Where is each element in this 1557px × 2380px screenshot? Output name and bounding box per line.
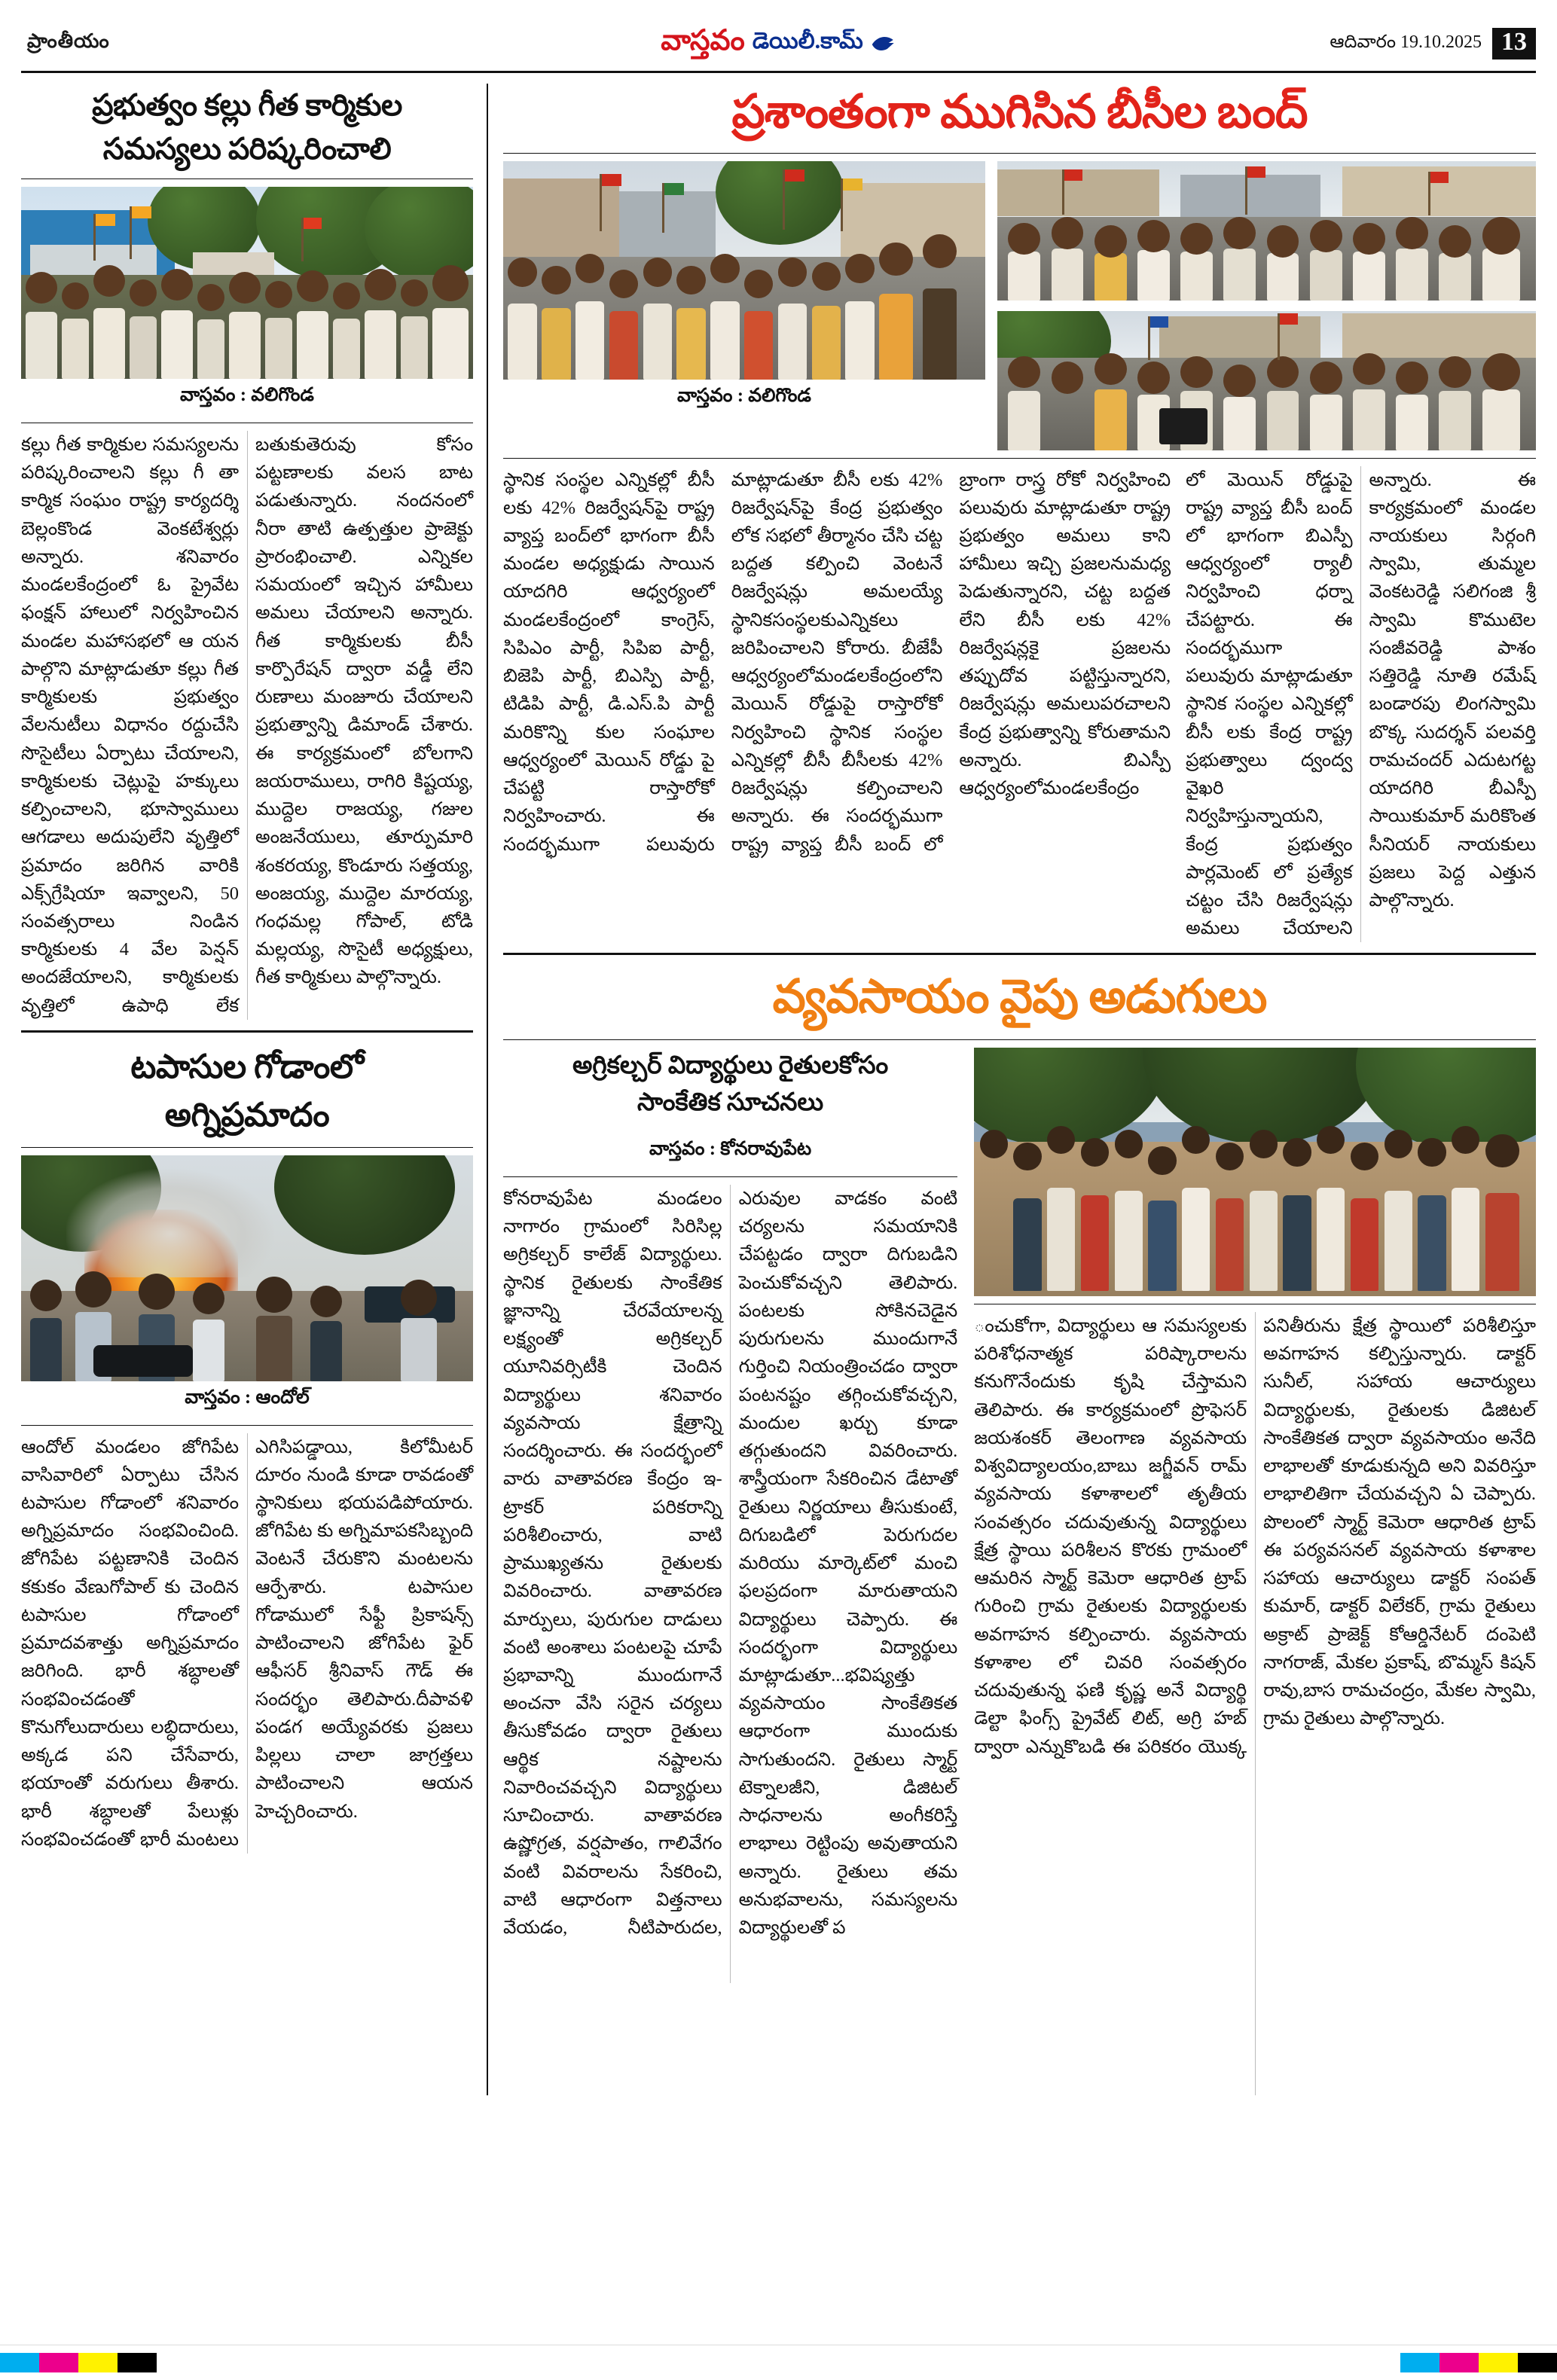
- color-swatch: [1479, 2353, 1518, 2372]
- story-3-headline: వ్యవసాయం వైపు అడుగులు: [772, 972, 1267, 1024]
- color-swatch: [1518, 2353, 1557, 2372]
- edition-label: ప్రాంతీయం: [27, 30, 110, 52]
- story-4: [21, 1043, 473, 1854]
- color-swatch: [39, 2353, 78, 2372]
- story-2-headline: ప్రశాంతంగా ముగిసిన బీసీల బంద్: [731, 87, 1308, 138]
- masthead-right: [1330, 28, 1536, 60]
- story-3-subhead-wrap: [503, 1048, 957, 1983]
- bird-icon: [871, 34, 896, 53]
- story-4-headline-line-2: అగ్నిప్రమాదం: [164, 1096, 330, 1134]
- masthead-title-main: వాస్తవం: [661, 24, 745, 56]
- story-3-body-col-1: కోనరావుపేట మండలం నాగారం గ్రామంలో సిరిసిల్ల అగ్రికల్చర్ కాలేజ్ విద్యార్థులు. స్థానిక రైతులకు సాంకేతిక జ్ఞానాన్ని చేరవేయాలన్న లక్ష్యంతో అగ్రికల్చర్ యూనివర్సిటీకి చెందిన విద్యార్థులు శనివారం వ్యవసాయ క్షేత్రాన్ని సందర్శించారు. ఈ సందర్భంలో వారు వాతావరణ కేంద్రం ఇ-ట్రాకర్ పరికరాన్ని పరిశీలించారు, వాటి ప్రాముఖ్యతను రైతులకు వివరించారు. వాతావరణ మార్పులు, పురుగుల దాడులు వంటి అంశాలు పంటలపై చూపే ప్రభావాన్ని ముందుగానే అంచనా వేసి సరైన చర్యలు తీసుకోవడం ద్వారా రైతులు ఆర్థిక నష్టాలను నివారించవచ్చని విద్యార్థులు సూచించారు. వాతావరణ ఉష్ణోగ్రత, వర్షపాతం, గాలివేగం వంటి వివరాలను సేకరించి, వాటి ఆధారంగా విత్తనాలు వేయడం, నీటిపారుదల, ఎరువుల వాడకం వంటి చర్యలను సమయానికి చేపట్టడం ద్వారా దిగుబడిని పెంచుకోవచ్చని తెలిపారు. పంటలకు సోకినచెడైన పురుగులను ముందుగానే గుర్తించి నియంత్రించడం ద్వారా పంటనష్టం తగ్గించుకోవచ్చని, మందుల ఖర్చు కూడా తగ్గుతుందని వివరించారు. శాస్త్రీయంగా సేకరించిన డేటాతో రైతులు నిర్ణయాలు తీసుకుంటే, దిగుబడిలో పెరుగుదల మరియు మార్కెట్‌లో మంచి ఫలప్రదంగా మారుతాయని విద్యార్థులు చెప్పారు. ఈ సందర్భంగా విద్యార్థులు మాట్లాడుతూ...భవిష్యత్తు వ్యవసాయం సాంకేతికత ఆధారంగా ముందుకు సాగుతుందని. రైతులు స్మార్ట్ టెక్నాలజీని, డిజిటల్ సాధనాలను అంగీకరిస్తే లాభాలు రెట్టింపు అవుతాయని అన్నారు. రైతులు తమ అనుభవాలను, సమస్యలను విద్యార్థులతో ప: [503, 1188, 958, 1939]
- story-1-headline-line-1: ప్రభుత్వం కల్లు గీత కార్మికుల: [92, 88, 402, 122]
- right-column: [488, 84, 1536, 2095]
- story-1-headline-line-2: సమస్యలు పరిష్కరించాలి: [102, 132, 392, 166]
- story-4-photo: [21, 1155, 473, 1381]
- story-2-body-block: [503, 466, 1536, 943]
- story-3-subhead-line-2: సాంకేతిక సూచనలు: [637, 1089, 824, 1117]
- story-3: [503, 969, 1536, 2095]
- story-2-photo-left: [503, 161, 985, 380]
- story-1-body: కల్లు గీత కార్మికుల సమస్యలను పరిష్కరించాలని కల్లు గీ తా కార్మిక సంఘం రాష్ట్ర కార్యదర్శి బెల్లంకొండ వెంకటేశ్వర్లు అన్నారు. శనివారం మండలకేంద్రంలో ఓ ప్రైవేట ఫంక్షన్ హాలులో నిర్వహించిన మండల మహాసభలో ఆ యన పాల్గొని మాట్లాడుతూ కల్లు గీత కార్మికులకు ప్రభుత్వం వేలనుటీలు విధానం రద్దుచేసి సొసైటీలు ఏర్పాటు చేయాలని, కార్మికులకు చెట్లుపై హక్కులు కల్పించాలని, భూస్వాములు ఆగడాలు అదుపులేని వృత్తిలో ప్రమాదం జరిగిన వారికి ఎక్స్‌గ్రేషియా ఇవ్వాలని, 50 సంవత్సరాలు నిండిన కార్మికులకు 4 వేల పెన్షన్ అందజేయాలని, కార్మికులకు వృత్తిలో ఉపాధి లేక బతుకుతెరువు కోసం పట్టణాలకు వలస బాట పడుతున్నారు. నందనంలో నీరా తాటి ఉత్పత్తుల ప్రాజెక్టు ప్రారంభించాలి. ఎన్నికల సమయంలో ఇచ్చిన హామీలు అమలు చేయాలని అన్నారు. గీత కార్మికులకు బీసీ కార్పొరేషన్ ద్వారా వడ్డీ లేని రుణాలు మంజూరు చేయాలని ప్రభుత్వాన్ని డిమాండ్ చేశారు. ఈ కార్యక్రమంలో బోలగాని జయరాములు, రాగిరి కిష్టయ్య, ముద్దెల రాజయ్య, గజుల అంజనేయులు, తూర్పుమారి శంకరయ్య, కొండూరు సత్తయ్య, అంజయ్య, ముద్దెల మారయ్య, గంధమల్ల గోపాల్, టోడి మల్లయ్య, సొసైటీ అధ్యక్షులు, గీత కార్మికులు పాల్గొన్నారు.: [21, 435, 473, 1016]
- color-swatch: [78, 2353, 118, 2372]
- masthead-title-sub: డెయిలీ.కామ్: [752, 28, 863, 53]
- publication-date: ఆదివారం 19.10.2025: [1330, 32, 1482, 52]
- story-2-photos: [503, 161, 1536, 450]
- story-3-body-col-2: ంచుకోగా, విద్యార్థులు ఆ సమస్యలకు పరిశోధనాత్మక పరిష్కారాలను కనుగొనేందుకు కృషి చేస్తామని తెలిపారు. ఈ కార్యక్రమంలో ప్రొఫెసర్ జయశంకర్ తెలంగాణ వ్యవసాయ విశ్వవిద్యాలయం,బాబు జగ్జీవన్ రామ్ వ్యవసాయ కళాశాలలో తృతీయ సంవత్సరం చదువుతున్న విద్యార్థులు క్షేత్ర స్థాయి పరిశీలన కొరకు గ్రామంలో ఆమరిన స్మార్ట్ కెమెరా ఆధారిత ట్రాప్ గురించి గ్రామ రైతులకు విద్యార్థులకు అవగాహన కల్పించారు. వ్యవసాయ కళాశాల లో చివరి సంవత్సరం చదువుతున్న ఫణి కృష్ణ అనే విద్యార్థి డెల్టా ఫింగ్స్ ప్రైవేట్ లిట్, అగ్రి హబ్ ద్వారా ఎన్నుకొబడి ఈ పరికరం యొక్క పనితీరును క్షేత్ర స్థాయిలో పరిశీలిస్తూ అవగాహన కల్పిస్తున్నారు. డాక్టర్ సునీల్, సహాయ ఆచార్యులు విద్యార్థులకు, రైతులకు డిజిటల్ సాంకేతికత ద్వారా వ్యవసాయం అనేది లాభాలతో కూడుకున్నది అని వివరిస్తూ లాభాలితిగా చేయవచ్చని ఏ చెప్పారు. పొలంలో స్మార్ట్ కెమెరా ఆధారిత ట్రాప్ ఈ పర్యవసనల్ వ్యవసాయ కళాశాల సహాయ ఆచార్యులు డాక్టర్ సంపత్ కుమార్, డాక్టర్ విలేకర్, గ్రామ రైతులు అక్రాట్ ప్రాజెక్ట్ కోఆర్డినేటర్ దంపెటి నాగరాజ్, మేకల ప్రకాష్, బొమ్మస్ కిషన్ రావు,బాస రామచంద్రం, మేకల స్వామి, గ్రామ రైతులు పాల్గొన్నారు.: [974, 1315, 1536, 1757]
- story-1: [21, 84, 473, 1020]
- story-1-caption: వాస్తవం : వలిగొండ: [180, 385, 314, 405]
- story-2-body-right: లో మెయిన్ రోడ్డుపై రాష్ట్ర వ్యాప్త బీసీ బంద్ లో భాగంగా బిఎస్పీ ఆధ్వర్యంలో ర్యాలీ నిర్వహించి ధర్నా చేపట్టారు. ఈ సందర్భముగా పలువురు మాట్లాడుతూ స్థానిక సంస్థల ఎన్నికల్లో బీసీ లకు కేంద్ర రాష్ట్ర ప్రభుత్వాలు ద్వంద్వ వైఖరి నిర్వహిస్తున్నాయని, కేంద్ర ప్రభుత్వం పార్లమెంట్ లో ప్రత్యేక చట్టం చేసి రిజర్వేషన్లు అమలు చేయాలని అన్నారు. ఈ కార్యక్రమంలో మండల నాయకులు సిర్గంగి స్వామి, తుమ్మల వెంకటరెడ్డి సలిగంజి శ్రీ స్వామి కొముటెల సంజీవరెడ్డి పాశం సత్తిరెడ్డి నూతి రమేష్ బండారపు లింగస్వామి బొక్క సుదర్శన్ పలవర్తి రామచందర్ ఎదుటగట్ట యాదగిరి బీఎస్పీ సాయికుమార్ మరికొంత సీనియర్ నాయకులు ప్రజలు పెద్ద ఎత్తున పాల్గొన్నారు.: [1186, 469, 1536, 939]
- story-2-photo-bottom-right: [997, 311, 1536, 450]
- story-3-photo: [974, 1048, 1536, 1296]
- story-4-body: ఆందోల్ మండలం జోగిపేట వాసివారిలో ఏర్పాటు చేసిన టపాసుల గోడాంలో శనివారం అగ్నిప్రమాదం సంభవించింది. జోగిపేట పట్టణానికి చెందిన కకుకం వేణుగోపాల్ కు చెందిన టపాసుల గోడాంలో ప్రమాదవశాత్తు అగ్నిప్రమాదం జరిగింది. భారీ శబ్ధాలతో సంభవించడంతో కొనుగోలుదారులు లబ్ధిదారులు, అక్కడ పని చేసేవారు, భయాంతో వరుగులు తీశారు. భారీ శబ్ధాలతో పేలుళ్లు సంభవించడంతో భారీ మంటలు ఎగిసిపడ్డాయి, కిలోమీటర్ దూరం నుండి కూడా రావడంతో స్థానికులు భయపడిపోయారు. జోగిపేట కు అగ్నిమాపకసిబ్బంది వెంటనే చేరుకొని మంటలను ఆర్పేశారు. టపాసుల గోడాములో సేఫ్టీ ప్రికాషన్స్ పాటించాలని జోగిపేట ఫైర్ ఆఫీసర్ శ్రీనివాస్ గౌడ్ ఈ సందర్భం తెలిపారు.దీపావళి పండగ అయ్యేవరకు ప్రజలు పిల్లలు చాలా జాగ్రత్తలు పాటించాలని ఆయన హెచ్చరించారు.: [21, 1436, 473, 1850]
- color-swatch: [1400, 2353, 1439, 2372]
- color-swatch: [0, 2353, 39, 2372]
- page-content: [21, 84, 1536, 2095]
- print-registration-colorbar: [0, 2345, 1557, 2380]
- story-3-top: [503, 1048, 1536, 2095]
- masthead: [21, 17, 1536, 73]
- story-2: [503, 84, 1536, 942]
- color-swatch: [1439, 2353, 1479, 2372]
- story-4-headline-line-1: టపాసుల గోడాంలో: [130, 1048, 364, 1085]
- masthead-title: [661, 24, 896, 64]
- left-column: [21, 84, 488, 2095]
- story-2-photo-left-wrap: [503, 161, 985, 450]
- story-2-caption-left: వాస్తవం : వలిగొండ: [677, 385, 811, 406]
- story-2-photo-top-right: [997, 161, 1536, 301]
- story-1-photo: [21, 187, 473, 379]
- color-swatch: [118, 2353, 157, 2372]
- story-2-body-left: స్థానిక సంస్థల ఎన్నికల్లో బీసీ లకు 42% రిజర్వేషన్‌పై రాష్ట్ర వ్యాప్త బంద్‌లో భాగంగా బీసీ మండల అధ్యక్షుడు సాయిన యాదగిరి ఆధ్వర్యంలో మండలకేంద్రంలో కాంగ్రెస్, సిపిఎం పార్టీ, సిపిఐ పార్టీ, బిజెపి పార్టీ, బిఎస్పి పార్టీ, టిడిపి పార్టీ, డి.ఎస్.పి పార్టీ మరికొన్ని కుల సంఘాల ఆధ్వర్యంలో మెయిన్ రోడ్డు పై చేపట్టి రాస్తారోకో నిర్వహించారు. ఈ సందర్భముగా పలువురు మాట్లాడుతూ బీసీ లకు 42% రిజర్వేషన్‌పై కేంద్ర ప్రభుత్వం లోక సభలో తీర్మానం చేసి చట్ట బద్దత కల్పించి వెంటనే రిజర్వేషన్లు అమలయ్యే స్థానికసంస్థలకుఎన్నికలు జరిపించాలని కోరారు. బీజేపీ ఆధ్వర్యంలోమండలకేంద్రంలోని మెయిన్ రోడ్డుపై రాస్తారోకో నిర్వహించి స్థానిక సంస్థల ఎన్నికల్లో బీసీ బీసీలకు 42% రిజర్వేషన్లు కల్పించాలని అన్నారు. ఈ సందర్భముగా రాష్ట్ర వ్యాప్త బీసీ బంద్ లో బ్రాంగా రాస్త్ర రోకో నిర్వహించి పలువురు మాట్లాడుతూ రాష్ట్ర ప్రభుత్వం అమలు కాని హామీలు ఇచ్చి ప్రజలనుమధ్య పెడుతున్నారని, చట్ట బద్దత లేని బీసీ లకు 42% రిజర్వేషన్లకై ప్రజలను తప్పుదోవ పట్టిస్తున్నారని, రిజర్వేషన్లు అమలుపరచాలని కేంద్ర ప్రభుత్వాన్ని కోరుతామని అన్నారు. బిఎస్పీ ఆధ్వర్యంలోమండలకేంద్రం: [503, 469, 1171, 855]
- page-number: 13: [1492, 28, 1536, 60]
- story-3-subhead-line-1: అగ్రికల్చర్ విద్యార్థులు రైతులకోసం: [572, 1051, 889, 1079]
- story-2-photo-right-wrap: [997, 161, 1536, 450]
- story-4-caption: వాస్తవం : ఆందోల్: [185, 1387, 310, 1408]
- story-3-right: [974, 1048, 1536, 2095]
- story-3-caption: వాస్తవం : కోనరావుపేట: [649, 1138, 812, 1159]
